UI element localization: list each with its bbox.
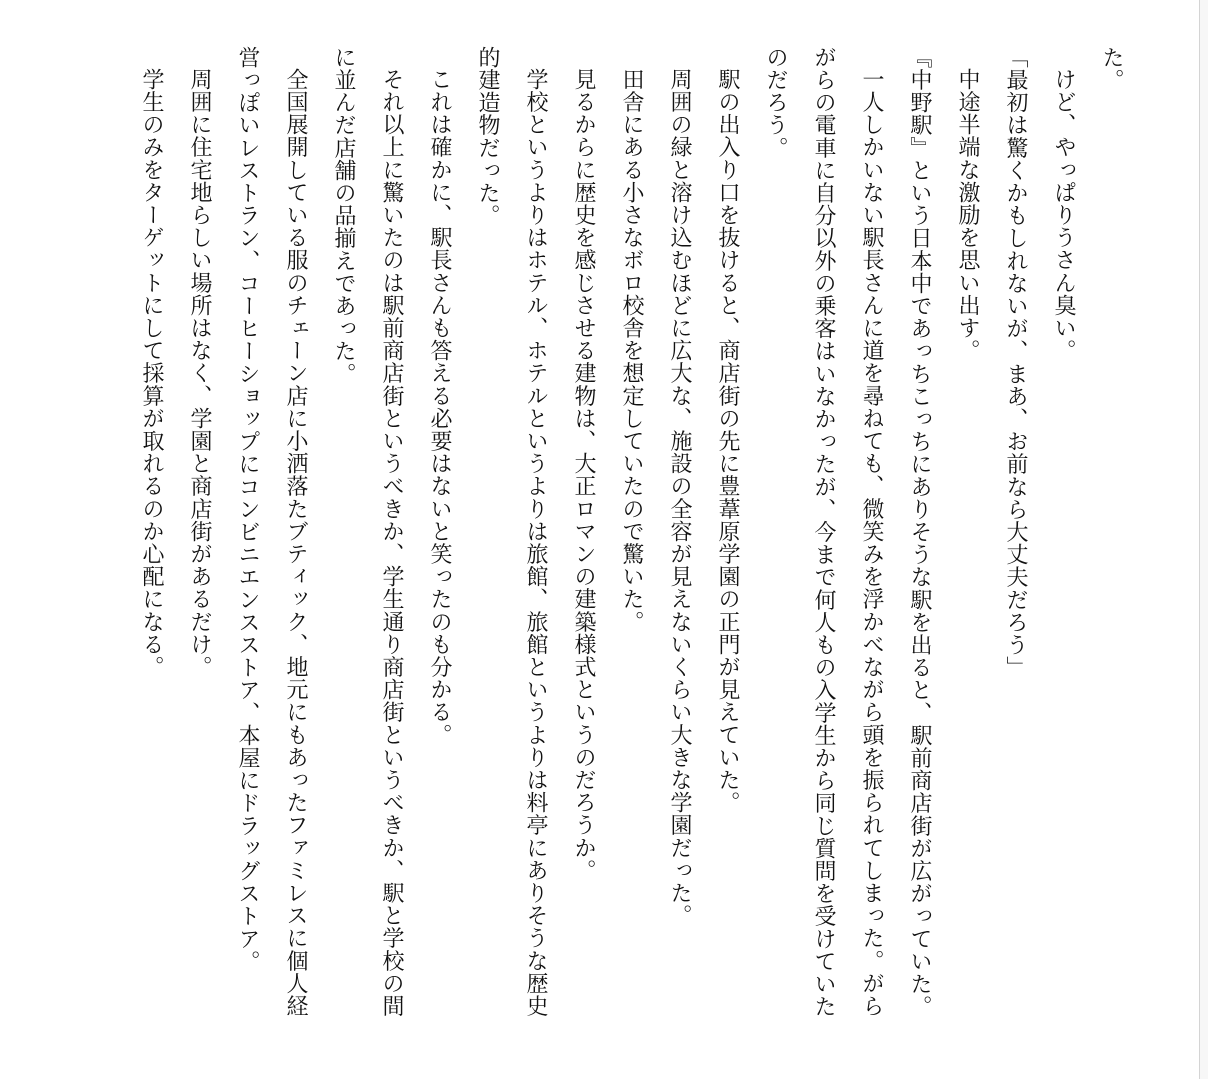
- paragraph: 一人しかいない駅長さんに道を尋ねても、微笑みを浮かべながら頭を振られてしまった。がらがらの電車に自分以外の乗客はいなかったが、今まで何人もの入学生から同じ質問を受けていたのだろう。: [763, 46, 884, 1018]
- paragraph: けど、やっぱりうさん臭い。: [1051, 68, 1076, 362]
- paragraph: 田舎にある小さなボロ校舎を想定していたので驚いた。: [619, 68, 644, 633]
- paragraph: た。: [1099, 46, 1124, 92]
- paragraph: 学校というよりはホテル、ホテルというよりは旅館、旅館というよりは料亭にありそうな歴史的建造物だった。: [475, 46, 548, 1018]
- paragraph: 全国展開している服のチェーン店に小洒落たブティック、地元にもあったファミレスに個人経営っぽいレストラン、コーヒーショップにコンビニエンスストア、本屋にドラッグストア。: [235, 46, 308, 1018]
- paragraph: 見るからに歴史を感じさせる建物は、大正ロマンの建築様式というのだろうか。: [571, 68, 596, 882]
- vertical-text-body: [127, 46, 1135, 1036]
- paragraph: 中途半端な激励を思い出す。: [955, 68, 980, 362]
- paragraph: それ以上に驚いたのは駅前商店街というべきか、学生通り商店街というべきか、駅と学校の間に並んだ店舗の品揃えであった。: [331, 46, 404, 1018]
- scrollbar[interactable]: [1200, 0, 1208, 1079]
- paragraph: 学生のみをターゲットにして採算が取れるのか心配になる。: [139, 68, 164, 679]
- paragraph: 周囲に住宅地らしい場所はなく、学園と商店街があるだけ。: [187, 68, 212, 679]
- paragraph: 『中野駅』という日本中であっちこっちにありそうな駅を出ると、駅前商店街が広がっていた。: [907, 46, 932, 1018]
- paragraph: これは確かに、駅長さんも答える必要はないと笑ったのも分かる。: [427, 68, 452, 746]
- paragraph: 「最初は驚くかもしれないが、まあ、お前なら大丈夫だろう」: [1003, 46, 1028, 679]
- paragraph: 駅の出入り口を抜けると、商店街の先に豊葦原学園の正門が見えていた。: [715, 68, 740, 814]
- paragraph: 周囲の緑と溶け込むほどに広大な、施設の全容が見えないくらい大きな学園だった。: [667, 68, 692, 927]
